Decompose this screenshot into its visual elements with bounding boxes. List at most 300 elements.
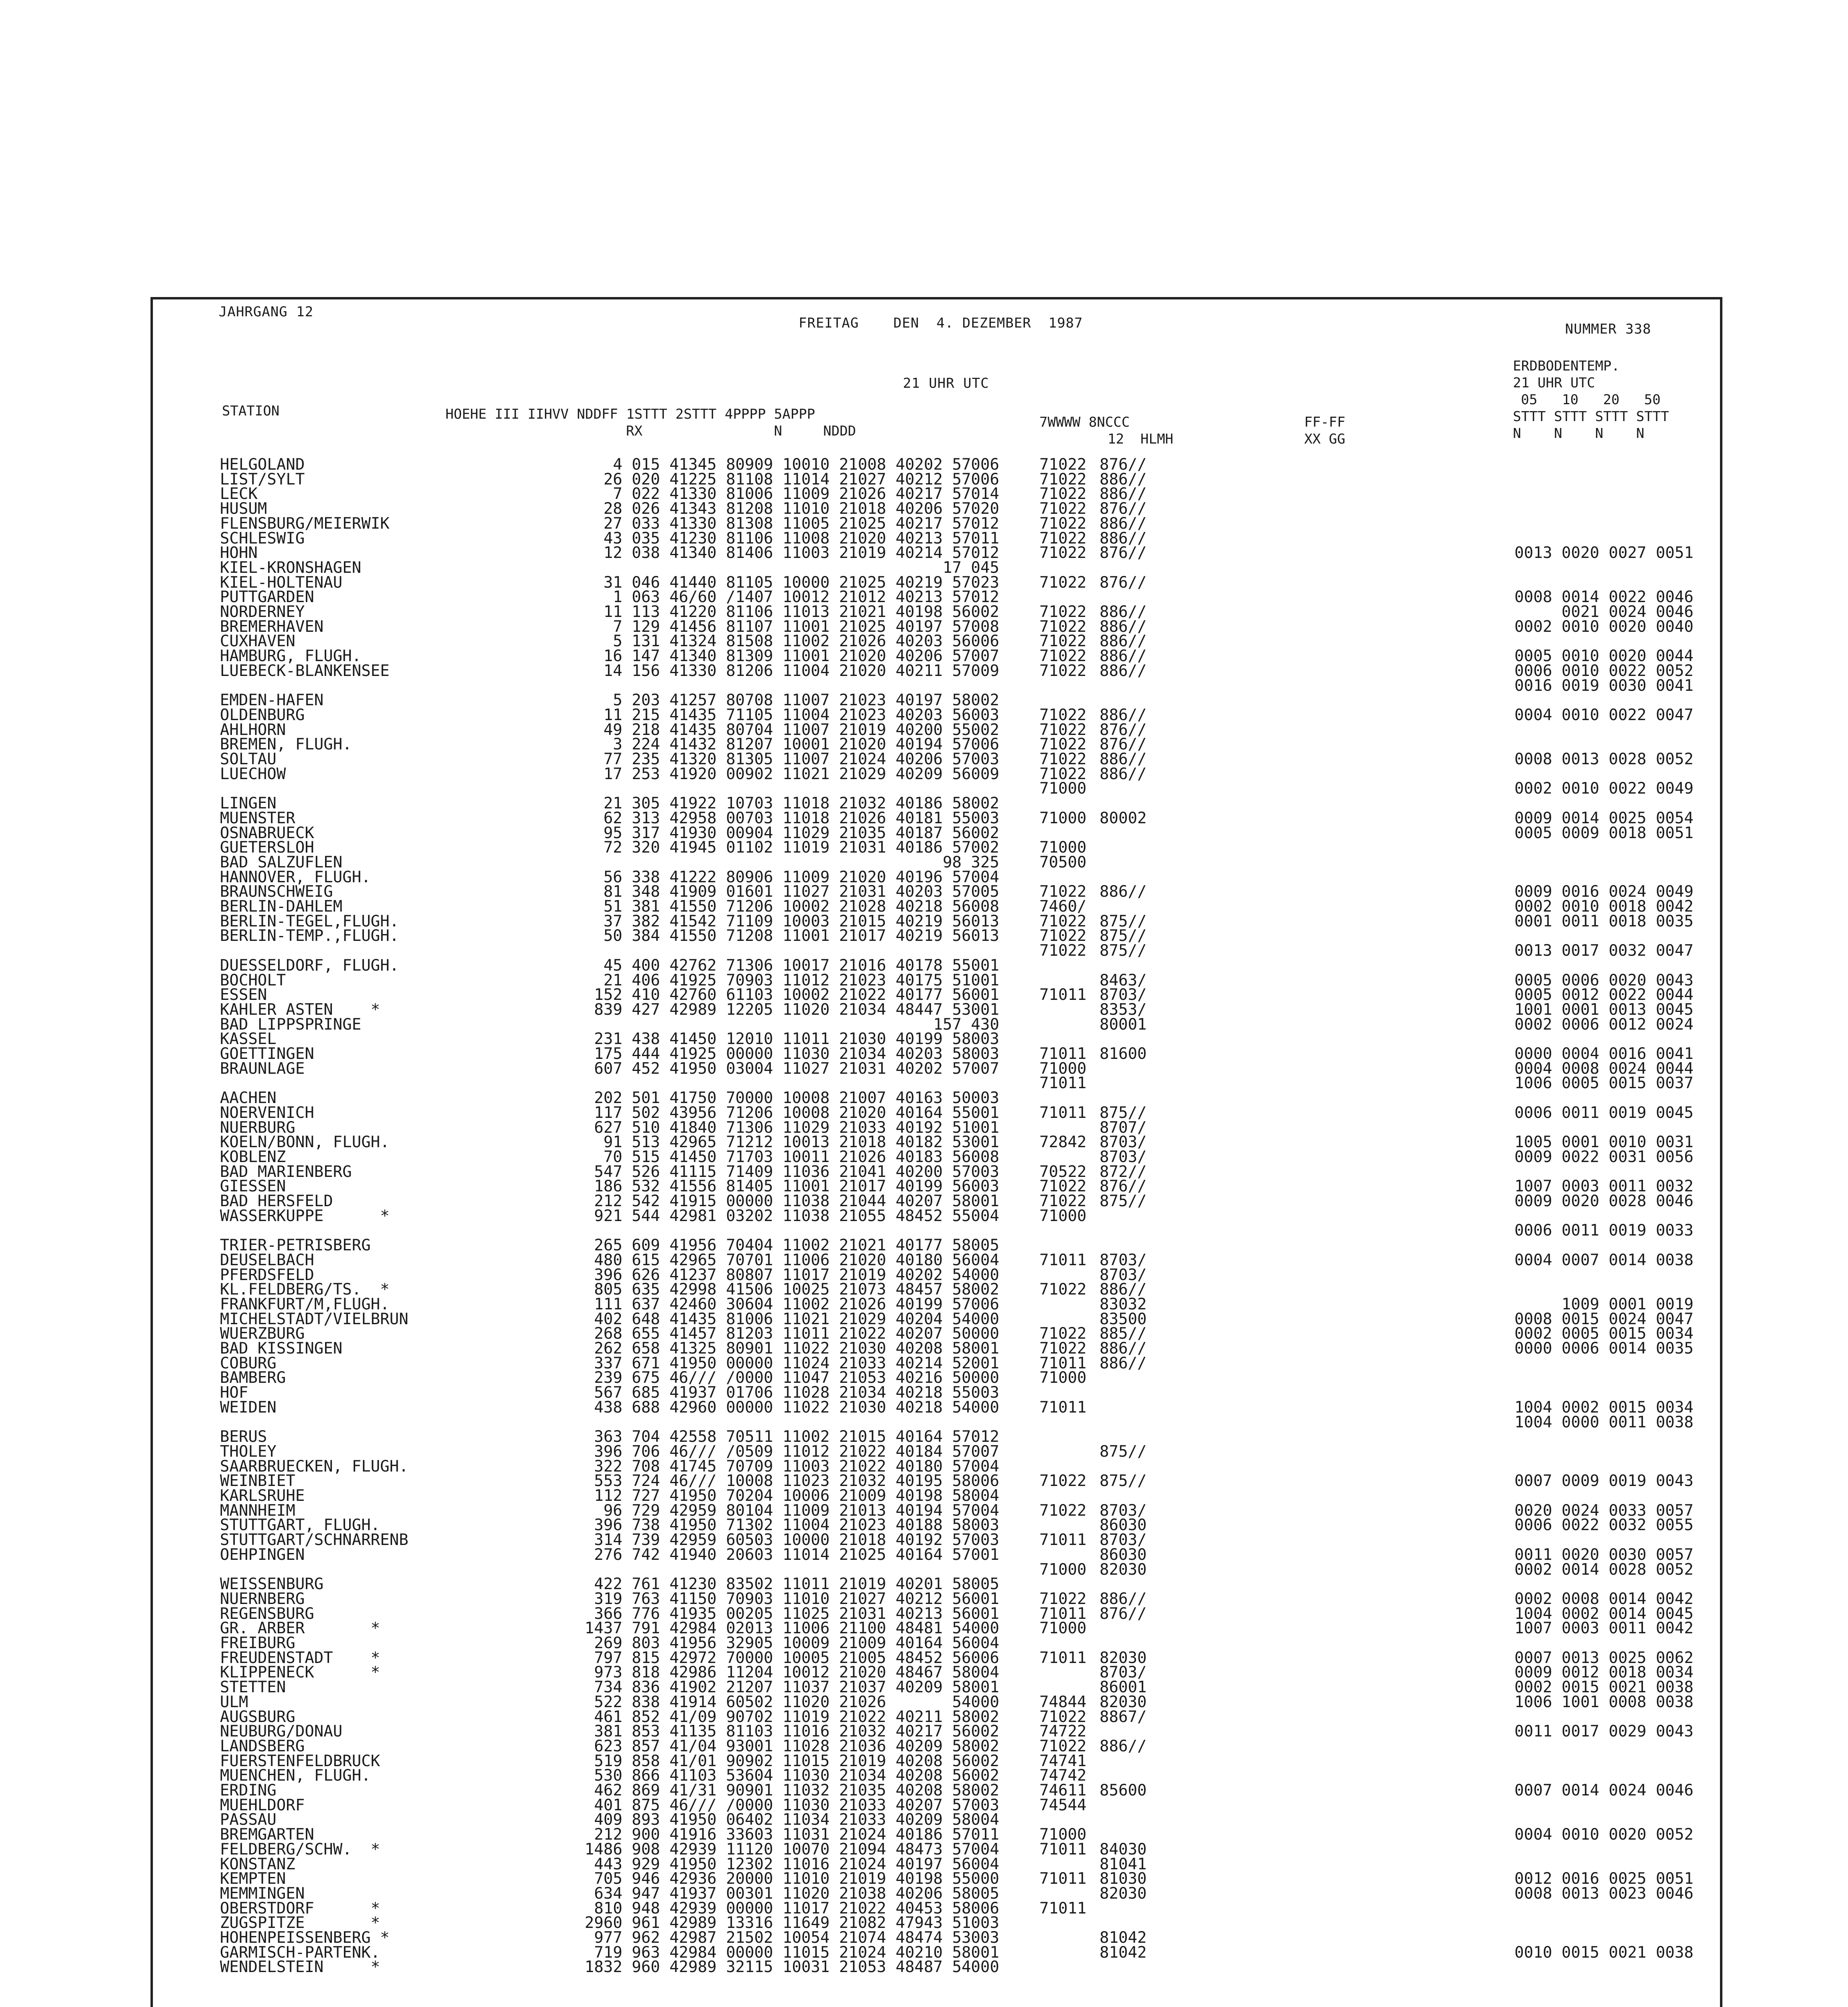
cloud-group: 886// (1100, 750, 1147, 768)
station-name: ESSEN (220, 986, 267, 1004)
cloud-group: 8463/ (1100, 971, 1147, 989)
observation-codes: 1 063 46/60 /1407 10012 21012 40213 57012 (613, 588, 999, 607)
station-name: MANNHEIM (220, 1501, 295, 1520)
station-name: GOETTINGEN (220, 1045, 314, 1063)
cloud-group: 875// (1100, 1103, 1147, 1122)
observation-codes: 409 893 41950 06402 11034 21033 40209 58004 (594, 1811, 999, 1829)
observation-codes: 366 776 41935 00205 11025 21031 40213 56001 (594, 1604, 999, 1623)
station-name: AUGSBURG (220, 1708, 295, 1726)
observation-codes: 797 815 42972 70000 10005 21005 48452 56006 (594, 1649, 999, 1667)
cloud-group: 86030 (1100, 1545, 1147, 1564)
station-name: SOLTAU (220, 750, 276, 768)
observation-codes: 12 038 41340 81406 11003 21019 40214 57012 (603, 544, 999, 562)
soil-temperatures: 1004 0000 0011 0038 (1514, 1413, 1693, 1431)
station-name: KL.FELDBERG/TS. * (220, 1280, 390, 1299)
station-name: DUESSELDORF, FLUGH. (220, 956, 399, 975)
column-main-codes: HOEHE III IIHVV NDDFF 1STTT 2STTT 4PPPP 5APPP (445, 406, 815, 422)
cloud-group: 8707/ (1100, 1118, 1147, 1137)
column-weather-codes: 7WWWW 8NCCC (1039, 414, 1130, 430)
soil-temperatures: 0006 0010 0022 0052 (1514, 662, 1693, 680)
station-name: MEMMINGEN (220, 1884, 305, 1903)
jahrgang-label: JAHRGANG 12 (219, 304, 314, 320)
observation-codes: 402 648 41435 81006 11021 21029 40204 54000 (594, 1310, 999, 1328)
station-name: HUSUM (220, 500, 267, 518)
observation-codes: 422 761 41230 83502 11011 21019 40201 58005 (594, 1575, 999, 1594)
observation-codes: 322 708 41745 70709 11003 21022 40180 57004 (594, 1457, 999, 1476)
soil-temperatures: 0006 0022 0032 0055 (1514, 1516, 1693, 1535)
station-name: WUERZBURG (220, 1325, 305, 1343)
observation-codes: 50 384 41550 71208 11001 21017 40219 56013 (603, 927, 999, 945)
station-name: AACHEN (220, 1089, 276, 1107)
cloud-group: 876// (1100, 573, 1147, 592)
soil-temperatures: 0013 0017 0032 0047 (1514, 942, 1693, 960)
cloud-group: 872// (1100, 1162, 1147, 1181)
observation-codes: 62 313 42958 00703 11018 21026 40181 55003 (603, 809, 999, 827)
cloud-group: 876// (1100, 456, 1147, 474)
soil-temperatures: 0008 0013 0023 0046 (1514, 1884, 1693, 1903)
observation-codes: 265 609 41956 70404 11002 21021 40177 58005 (594, 1236, 999, 1255)
station-name: HAMBURG, FLUGH. (220, 647, 362, 666)
observation-codes: 977 962 42987 21502 10054 21074 48474 53003 (594, 1929, 999, 1947)
cloud-group: 81042 (1100, 1943, 1147, 1962)
observation-codes: 553 724 46/// 10008 11023 21032 40195 58006 (594, 1472, 999, 1490)
weather-group: 71011 (1039, 1649, 1087, 1667)
observation-codes: 5 131 41324 81508 11002 21026 40203 56006 (613, 632, 999, 651)
observation-codes: 337 671 41950 00000 11024 21033 40214 52001 (594, 1354, 999, 1372)
observation-codes: 1486 908 42939 11120 10070 21094 48473 57004 (584, 1840, 999, 1858)
station-name: NORDERNEY (220, 603, 305, 621)
station-name: COBURG (220, 1354, 276, 1372)
observation-codes: 381 853 41135 81103 11016 21032 40217 56002 (594, 1722, 999, 1741)
station-name: FELDBERG/SCHW. * (220, 1840, 380, 1858)
soil-temperatures: 0005 0006 0020 0043 (1514, 971, 1693, 989)
station-name: NUERNBERG (220, 1590, 305, 1608)
station-name: EMDEN-HAFEN (220, 691, 324, 710)
weather-group: 71011 (1039, 1398, 1087, 1417)
station-name: SCHLESWIG (220, 529, 305, 548)
observation-codes: 91 513 42965 71212 10013 21018 40182 53001 (603, 1133, 999, 1152)
station-name: FREUDENSTADT * (220, 1649, 380, 1667)
soil-temperatures: 0002 0010 0018 0042 (1514, 898, 1693, 916)
station-name: DEUSELBACH (220, 1251, 314, 1269)
cloud-group: 886// (1100, 617, 1147, 636)
station-name: BAD MARIENBERG (220, 1162, 352, 1181)
weather-group: 71022 (1039, 942, 1087, 960)
cloud-group: 886// (1100, 529, 1147, 548)
station-name: BOCHOLT (220, 971, 286, 989)
soil-temperatures: 0006 0011 0019 0033 (1514, 1221, 1693, 1240)
cloud-group: 886// (1100, 1339, 1147, 1358)
cloud-group: 8703/ (1100, 1663, 1147, 1682)
weather-group: 71022 (1039, 1472, 1087, 1490)
cloud-group: 80002 (1100, 809, 1147, 827)
soil-temperatures: 0011 0020 0030 0057 (1514, 1545, 1693, 1564)
soil-temperatures: 0005 0009 0018 0051 (1514, 824, 1693, 842)
observation-codes: 31 046 41440 81105 10000 21025 40219 57023 (603, 573, 999, 592)
weather-group: 70500 (1039, 853, 1087, 871)
cloud-group: 8703/ (1100, 986, 1147, 1004)
observation-codes: 16 147 41340 81309 11001 21020 40206 57007 (603, 647, 999, 666)
weather-group: 71022 (1039, 927, 1087, 945)
soil-temperatures: 1004 0002 0015 0034 (1514, 1398, 1693, 1417)
station-name: WASSERKUPPE * (220, 1207, 390, 1225)
observation-codes: 81 348 41909 01601 11027 21031 40203 57005 (603, 883, 999, 901)
soil-temperatures: 0005 0012 0022 0044 (1514, 986, 1693, 1004)
observation-codes: 98 325 (943, 853, 999, 871)
station-name: LECK (220, 485, 258, 503)
station-name: STUTTGART, FLUGH. (220, 1516, 380, 1535)
station-name: OLDENBURG (220, 706, 305, 724)
observation-codes: 212 542 41915 00000 11038 21044 40207 58001 (594, 1192, 999, 1210)
soil-temperatures: 0002 0010 0022 0049 (1514, 780, 1693, 798)
station-name: LUECHOW (220, 765, 286, 783)
weather-group: 71022 (1039, 500, 1087, 518)
weather-group: 71000 (1039, 809, 1087, 827)
station-name: ZUGSPITZE * (220, 1914, 380, 1932)
observation-codes: 17 045 (943, 558, 999, 577)
observation-codes: 112 727 41950 70204 10006 21009 40198 58004 (594, 1487, 999, 1505)
soil-temperatures: 1007 0003 0011 0032 (1514, 1177, 1693, 1196)
soil-temperatures: 0002 0008 0014 0042 (1514, 1590, 1693, 1608)
observation-codes: 3 224 41432 81207 10001 21020 40194 57006 (613, 735, 999, 754)
station-name: CUXHAVEN (220, 632, 295, 651)
observation-codes: 4 015 41345 80909 10010 21008 40202 57006 (613, 456, 999, 474)
station-name: BRAUNSCHWEIG (220, 883, 333, 901)
observation-codes: 276 742 41940 20603 11014 21025 40164 57001 (594, 1545, 999, 1564)
observation-codes: 5 203 41257 80708 11007 21023 40197 58002 (613, 691, 999, 710)
observation-codes: 462 869 41/31 90901 11032 21035 40208 58002 (594, 1781, 999, 1799)
cloud-group: 80001 (1100, 1015, 1147, 1034)
soil-temperatures: 0007 0013 0025 0062 (1514, 1649, 1693, 1667)
cloud-group: 876// (1100, 1177, 1147, 1196)
station-name: FUERSTENFELDBRUCK (220, 1752, 380, 1770)
soil-temperatures: 0002 0014 0028 0052 (1514, 1560, 1693, 1579)
station-name: NUERBURG (220, 1118, 295, 1137)
observation-codes: 319 763 41150 70903 11010 21027 40212 56001 (594, 1590, 999, 1608)
soil-temperatures: 0009 0022 0031 0056 (1514, 1148, 1693, 1166)
observation-codes: 117 502 43956 71206 10008 21020 40164 55001 (594, 1103, 999, 1122)
cloud-group: 875// (1100, 1472, 1147, 1490)
soil-temperatures: 0002 0005 0015 0034 (1514, 1325, 1693, 1343)
observation-codes: 37 382 41542 71109 10003 21015 40219 56013 (603, 912, 999, 930)
station-name: WEISSENBURG (220, 1575, 324, 1594)
observation-codes: 157 430 (933, 1015, 999, 1034)
weather-group: 71011 (1039, 1840, 1087, 1858)
weather-group: 71022 (1039, 456, 1087, 474)
cloud-group: 81030 (1100, 1870, 1147, 1888)
station-name: PFERDSFELD (220, 1266, 314, 1284)
station-name: NOERVENICH (220, 1103, 314, 1122)
observation-codes: 839 427 42989 12205 11020 21034 48447 53001 (594, 1000, 999, 1019)
cloud-group: 876// (1100, 735, 1147, 754)
observation-codes: 45 400 42762 71306 10017 21016 40178 55001 (603, 956, 999, 975)
observation-codes: 51 381 41550 71206 10002 21028 40218 56008 (603, 898, 999, 916)
observation-codes: 2960 961 42989 13316 11649 21082 47943 51003 (584, 1914, 999, 1932)
soil-temperatures: 0000 0004 0016 0041 (1514, 1045, 1693, 1063)
station-name: KOELN/BONN, FLUGH. (220, 1133, 390, 1152)
cloud-group: 81041 (1100, 1855, 1147, 1873)
soil-temperatures: 0004 0010 0022 0047 (1514, 706, 1693, 724)
observation-codes: 1832 960 42989 32115 10031 21053 48487 54000 (584, 1958, 999, 1976)
observation-codes: 72 320 41945 01102 11019 21031 40186 57002 (603, 839, 999, 857)
weather-group: 71022 (1039, 617, 1087, 636)
weather-group: 74611 (1039, 1781, 1087, 1799)
weather-group: 71022 (1039, 544, 1087, 562)
observation-codes: 262 658 41325 80901 11022 21030 40208 58001 (594, 1339, 999, 1358)
cloud-group: 82030 (1100, 1693, 1147, 1711)
station-name: GR. ARBER * (220, 1619, 380, 1638)
soil-temperatures: 0011 0017 0029 0043 (1514, 1722, 1693, 1741)
weather-group: 71011 (1039, 986, 1087, 1004)
station-name: BERUS (220, 1428, 267, 1446)
weather-group: 71011 (1039, 1899, 1087, 1917)
station-name: KASSEL (220, 1030, 276, 1048)
weather-group: 71022 (1039, 1192, 1087, 1210)
observation-codes: 28 026 41343 81208 11010 21018 40206 57020 (603, 500, 999, 518)
station-name: HOHENPEISSENBERG * (220, 1929, 390, 1947)
soil-temperatures: 0020 0024 0033 0057 (1514, 1501, 1693, 1520)
weather-group: 7460/ (1039, 898, 1087, 916)
soil-temperatures: 0008 0013 0028 0052 (1514, 750, 1693, 768)
station-name: BAD HERSFELD (220, 1192, 333, 1210)
cloud-group: 83500 (1100, 1310, 1147, 1328)
cloud-group: 886// (1100, 514, 1147, 533)
observation-codes: 11 215 41435 71105 11004 21023 40203 56003 (603, 706, 999, 724)
station-name: KEMPTEN (220, 1870, 286, 1888)
weather-group: 71022 (1039, 1708, 1087, 1726)
station-name: GIESSEN (220, 1177, 286, 1196)
observation-codes: 70 515 41450 71703 10011 21026 40183 56008 (603, 1148, 999, 1166)
soil-temperatures: 0005 0010 0020 0044 (1514, 647, 1693, 666)
column-wind: FF-FF (1304, 414, 1346, 430)
weather-group: 71011 (1039, 1074, 1087, 1093)
station-name: KIEL-HOLTENAU (220, 573, 343, 592)
observation-codes: 530 866 41103 53604 11030 21034 40208 56002 (594, 1767, 999, 1785)
station-name: KARLSRUHE (220, 1487, 305, 1505)
station-name: FLENSBURG/MEIERWIK (220, 514, 390, 533)
station-name: BRAUNLAGE (220, 1059, 305, 1078)
station-name: MICHELSTADT/VIELBRUN (220, 1310, 409, 1328)
observation-codes: 152 410 42760 61103 10002 21022 40177 56001 (594, 986, 999, 1004)
weather-group: 71022 (1039, 1737, 1087, 1755)
observation-codes: 43 035 41230 81106 11008 21020 40213 57011 (603, 529, 999, 548)
observation-codes: 973 818 42986 11204 10012 21020 48467 58004 (594, 1663, 999, 1682)
weather-group: 71022 (1039, 573, 1087, 592)
soil-temperatures: 0004 0008 0024 0044 (1514, 1059, 1693, 1078)
soil-temperatures: 1004 0002 0014 0045 (1514, 1604, 1693, 1623)
observation-codes: 623 857 41/04 93001 11028 21036 40209 58002 (594, 1737, 999, 1755)
weather-group: 74741 (1039, 1752, 1087, 1770)
station-name: BAD LIPPSPRINGE (220, 1015, 362, 1034)
cloud-group: 886// (1100, 883, 1147, 901)
weather-group: 71011 (1039, 1251, 1087, 1269)
soil-temperatures: 0007 0009 0019 0043 (1514, 1472, 1693, 1490)
soil-temp-title: ERDBODENTEMP. (1513, 358, 1620, 374)
soil-temperatures: 0009 0012 0018 0034 (1514, 1663, 1693, 1682)
weather-group: 71022 (1039, 1339, 1087, 1358)
weather-group: 71022 (1039, 529, 1087, 548)
soil-temperatures: 1005 0001 0010 0031 (1514, 1133, 1693, 1152)
weather-group: 74844 (1039, 1693, 1087, 1711)
observation-codes: 480 615 42965 70701 11006 21020 40180 56004 (594, 1251, 999, 1269)
cloud-group: 8703/ (1100, 1251, 1147, 1269)
observation-codes: 239 675 46/// /0000 11047 21053 40216 50000 (594, 1369, 999, 1387)
observation-codes: 705 946 42936 20000 11010 21019 40198 55000 (594, 1870, 999, 1888)
cloud-group: 886// (1100, 662, 1147, 680)
soil-temperatures: 0002 0006 0012 0024 (1514, 1015, 1693, 1034)
station-name: BREMERHAVEN (220, 617, 324, 636)
observation-codes: 401 875 46/// /0000 11030 21033 40207 57003 (594, 1796, 999, 1814)
observation-codes: 921 544 42981 03202 11038 21055 48452 55004 (594, 1207, 999, 1225)
column-weather-codes-sub: 12 HLMH (1108, 431, 1173, 447)
cloud-group: 876// (1100, 721, 1147, 739)
soil-temperatures: 0021 0024 0046 (1561, 603, 1693, 621)
station-name: LINGEN (220, 794, 276, 813)
observation-codes: 175 444 41925 00000 11030 21034 40203 58003 (594, 1045, 999, 1063)
weather-group: 71000 (1039, 1059, 1087, 1078)
station-name: REGENSBURG (220, 1604, 314, 1623)
weather-group: 71022 (1039, 706, 1087, 724)
cloud-group: 886// (1100, 647, 1147, 666)
cloud-group: 83032 (1100, 1295, 1147, 1313)
observation-codes: 719 963 42984 00000 11015 21024 40210 58001 (594, 1943, 999, 1962)
station-name: KLIPPENECK * (220, 1663, 380, 1682)
observation-codes: 7 022 41330 81006 11009 21026 40217 57014 (613, 485, 999, 503)
weather-group: 71022 (1039, 470, 1087, 489)
soil-temperatures: 0009 0020 0028 0046 (1514, 1192, 1693, 1210)
station-name: BERLIN-TEMP.,FLUGH. (220, 927, 399, 945)
cloud-group: 875// (1100, 912, 1147, 930)
weather-group: 71000 (1039, 780, 1087, 798)
cloud-group: 876// (1100, 500, 1147, 518)
station-name: WENDELSTEIN * (220, 1958, 380, 1976)
weather-group: 71022 (1039, 735, 1087, 754)
weather-group: 71011 (1039, 1604, 1087, 1623)
cloud-group: 885// (1100, 1325, 1147, 1343)
observation-codes: 268 655 41457 81203 11011 21022 40207 50000 (594, 1325, 999, 1343)
station-name: SAARBRUECKEN, FLUGH. (220, 1457, 409, 1476)
observation-codes: 634 947 41937 00301 11020 21038 40206 58005 (594, 1884, 999, 1903)
observation-codes: 96 729 42959 80104 11009 21013 40194 57004 (603, 1501, 999, 1520)
soil-temperatures: 1007 0003 0011 0042 (1514, 1619, 1693, 1638)
observation-codes: 363 704 42558 70511 11002 21015 40164 57012 (594, 1428, 999, 1446)
cloud-group: 86030 (1100, 1516, 1147, 1535)
observation-codes: 522 838 41914 60502 11020 21026 54000 (594, 1693, 999, 1711)
observation-time: 21 UHR UTC (903, 375, 989, 391)
soil-temperatures: 1001 0001 0013 0045 (1514, 1000, 1693, 1019)
observation-codes: 21 305 41922 10703 11018 21032 40186 58002 (603, 794, 999, 813)
station-name: TRIER-PETRISBERG (220, 1236, 371, 1255)
soil-temperatures: 0008 0014 0022 0046 (1514, 588, 1693, 607)
weather-group: 71022 (1039, 1325, 1087, 1343)
cloud-group: 8703/ (1100, 1133, 1147, 1152)
observation-codes: 56 338 41222 80906 11009 21020 40196 57004 (603, 868, 999, 886)
cloud-group: 886// (1100, 1354, 1147, 1372)
observation-codes: 212 900 41916 33603 11031 21024 40186 57011 (594, 1826, 999, 1844)
weather-group: 74742 (1039, 1767, 1087, 1785)
cloud-group: 886// (1100, 1590, 1147, 1608)
station-name: FREIBURG (220, 1634, 295, 1652)
observation-codes: 1437 791 42984 02013 11006 21100 48481 54000 (584, 1619, 999, 1638)
soil-temperatures: 0010 0015 0021 0038 (1514, 1943, 1693, 1962)
station-name: BERLIN-TEGEL,FLUGH. (220, 912, 399, 930)
issue-date: FREITAG DEN 4. DEZEMBER 1987 (799, 315, 1083, 331)
weather-group: 71022 (1039, 883, 1087, 901)
weather-group: 71011 (1039, 1354, 1087, 1372)
column-station: STATION (222, 403, 280, 419)
soil-temperatures: 0012 0016 0025 0051 (1514, 1870, 1693, 1888)
soil-temperatures: 1006 0005 0015 0037 (1514, 1074, 1693, 1093)
station-name: ULM (220, 1693, 248, 1711)
station-name: PASSAU (220, 1811, 276, 1829)
station-name: OBERSTDORF * (220, 1899, 380, 1917)
cloud-group: 8867/ (1100, 1708, 1147, 1726)
column-main-codes-sub: RX N NDDD (626, 423, 856, 439)
weather-group: 71022 (1039, 662, 1087, 680)
station-name: WEIDEN (220, 1398, 276, 1417)
cloud-group: 8703/ (1100, 1501, 1147, 1520)
soil-temperatures: 0002 0010 0020 0040 (1514, 617, 1693, 636)
issue-number: NUMMER 338 (1565, 321, 1651, 337)
observation-codes: 734 836 41902 21207 11037 21037 40209 58001 (594, 1678, 999, 1697)
station-name: ERDING (220, 1781, 276, 1799)
station-name: HELGOLAND (220, 456, 305, 474)
weather-group: 71022 (1039, 750, 1087, 768)
weather-group: 71011 (1039, 1103, 1087, 1122)
station-name: GARMISCH-PARTENK. (220, 1943, 380, 1962)
station-name: HOF (220, 1384, 248, 1402)
observation-codes: 805 635 42998 41506 10025 21073 48457 58002 (594, 1280, 999, 1299)
station-name: BAD KISSINGEN (220, 1339, 343, 1358)
station-name: LUEBECK-BLANKENSEE (220, 662, 390, 680)
weather-group: 71022 (1039, 1590, 1087, 1608)
cloud-group: 886// (1100, 765, 1147, 783)
cloud-group: 8353/ (1100, 1000, 1147, 1019)
soil-temperatures: 0006 0011 0019 0045 (1514, 1103, 1693, 1122)
cloud-group: 886// (1100, 706, 1147, 724)
cloud-group: 82030 (1100, 1649, 1147, 1667)
cloud-group: 886// (1100, 485, 1147, 503)
weather-group: 71011 (1039, 1531, 1087, 1549)
weather-group: 71022 (1039, 632, 1087, 651)
observation-codes: 77 235 41320 81305 11007 21024 40206 57003 (603, 750, 999, 768)
weather-group: 71000 (1039, 1619, 1087, 1638)
weather-group: 70522 (1039, 1162, 1087, 1181)
weather-group: 71022 (1039, 485, 1087, 503)
weather-group: 71000 (1039, 1826, 1087, 1844)
cloud-group: 875// (1100, 927, 1147, 945)
weather-group: 71022 (1039, 514, 1087, 533)
soil-temp-time: 21 UHR UTC (1513, 375, 1595, 391)
cloud-group: 875// (1100, 942, 1147, 960)
observation-codes: 607 452 41950 03004 11027 21031 40202 57007 (594, 1059, 999, 1078)
soil-temperatures: 0002 0015 0021 0038 (1514, 1678, 1693, 1697)
soil-temp-depths: 05 10 20 50 (1521, 392, 1661, 408)
observation-codes: 396 706 46/// /0509 11012 21022 40184 57007 (594, 1442, 999, 1461)
station-name: OSNABRUECK (220, 824, 314, 842)
weather-group: 71022 (1039, 603, 1087, 621)
station-name: KONSTANZ (220, 1855, 295, 1873)
observation-codes: 314 739 42959 60503 10000 21018 40192 57003 (594, 1531, 999, 1549)
soil-temperatures: 0001 0011 0018 0035 (1514, 912, 1693, 930)
observation-codes: 396 626 41237 80807 11017 21019 40202 54000 (594, 1266, 999, 1284)
observation-codes: 11 113 41220 81106 11013 21021 40198 56002 (603, 603, 999, 621)
station-name: BREMGARTEN (220, 1826, 314, 1844)
station-name: BAMBERG (220, 1369, 286, 1387)
observation-codes: 627 510 41840 71306 11029 21033 40192 51001 (594, 1118, 999, 1137)
observation-codes: 95 317 41930 00904 11029 21035 40187 56002 (603, 824, 999, 842)
observation-codes: 269 803 41956 32905 10009 21009 40164 56004 (594, 1634, 999, 1652)
